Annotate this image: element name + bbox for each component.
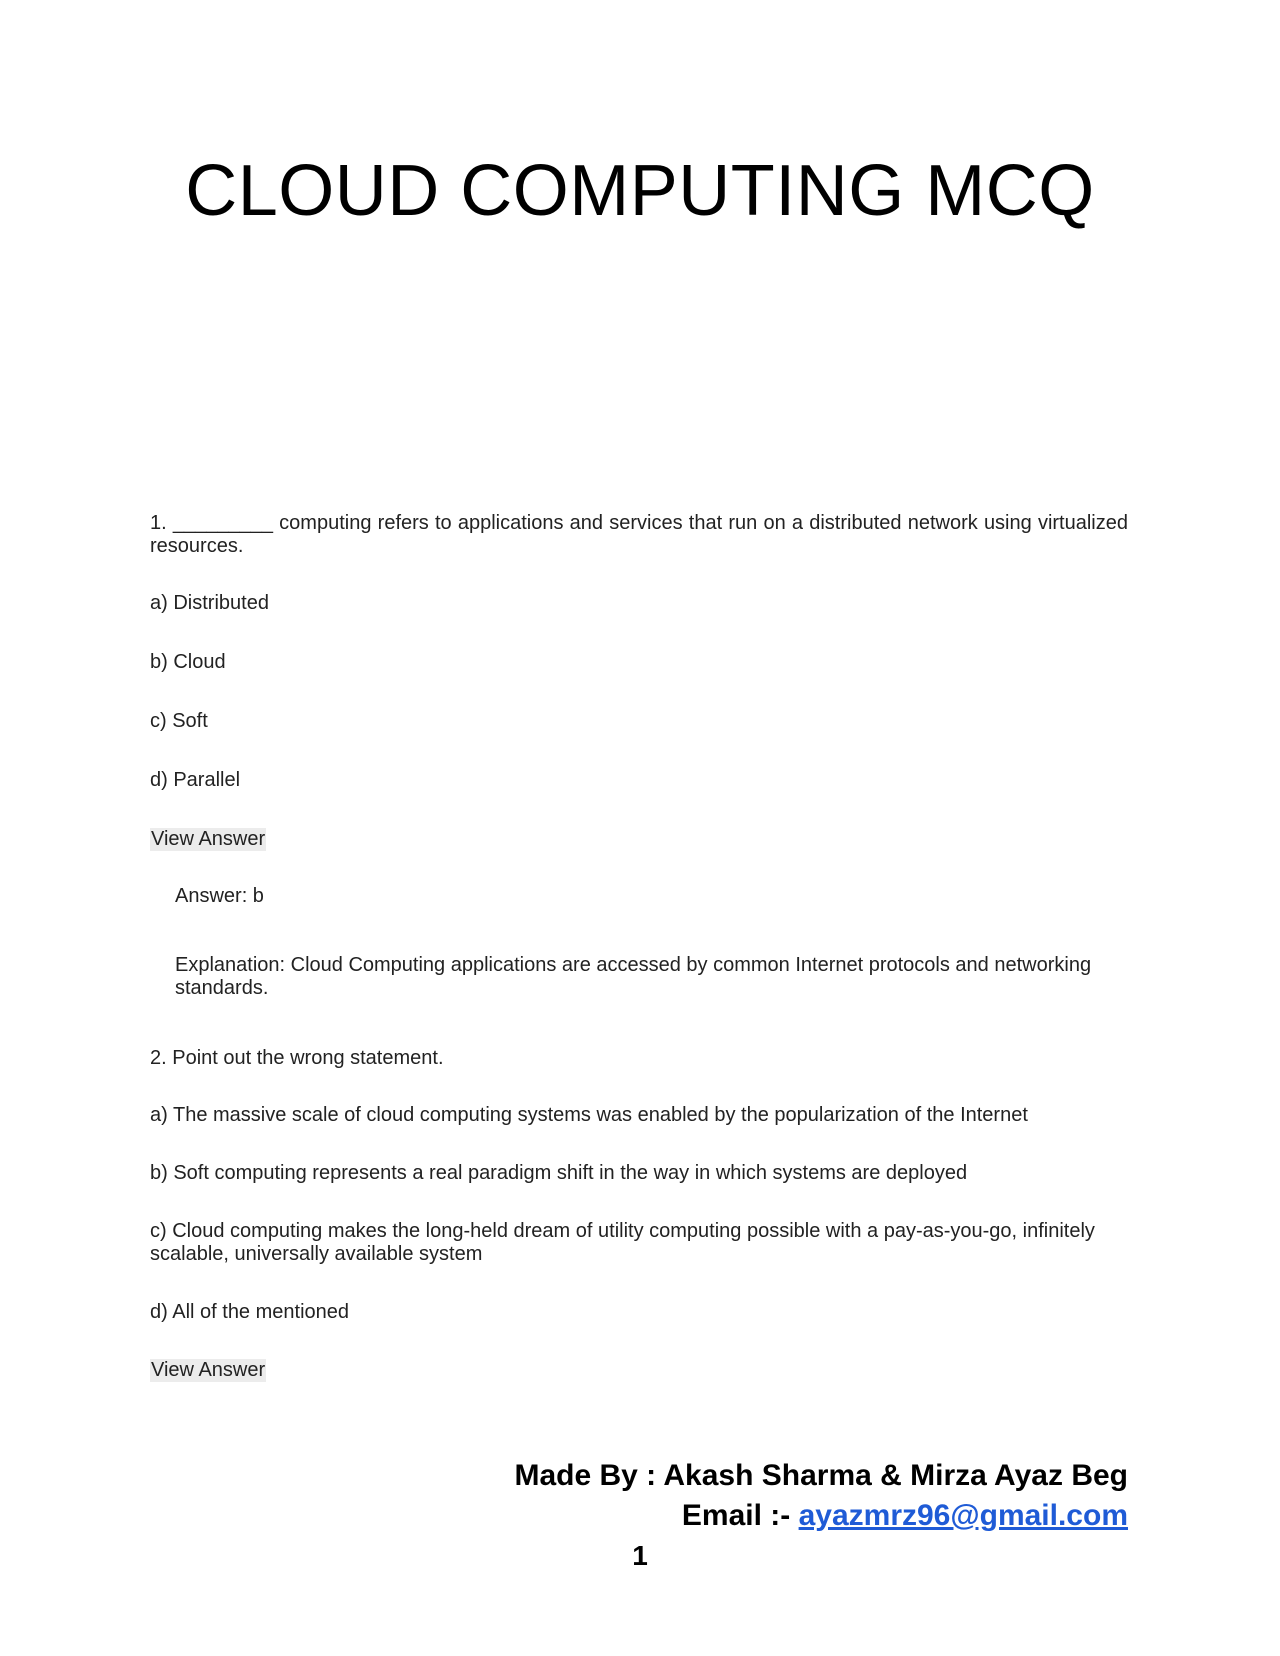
explanation-text: Explanation: Cloud Computing applications are accessed by common Internet protocols and networking standards. xyxy=(175,954,1092,999)
made-by-text: Made By : Akash Sharma & Mirza Ayaz Beg xyxy=(514,1459,1128,1492)
option-c: c) Soft xyxy=(150,710,208,732)
email-label: Email :- xyxy=(681,1499,799,1532)
mcq-content xyxy=(150,512,1128,1416)
option-a: a) Distributed xyxy=(150,592,269,614)
option-b: b) Soft computing represents a real paradigm shift in the way in which systems are deployed xyxy=(150,1162,968,1184)
footer-credits xyxy=(514,1456,1128,1536)
question-1 xyxy=(150,512,1128,1000)
option-c: c) Cloud computing makes the long-held dream of utility computing possible with a pay-as-you-go, infinitely scalable, universally available system xyxy=(150,1220,1095,1265)
answer-block xyxy=(150,885,1128,1000)
answer-text: Answer: b xyxy=(175,885,264,907)
email-link[interactable]: ayazmrz96@gmail.com xyxy=(798,1499,1128,1532)
email-line xyxy=(514,1496,1128,1536)
question-text: 2. Point out the wrong statement. xyxy=(150,1047,444,1069)
option-b: b) Cloud xyxy=(150,651,226,673)
view-answer-button[interactable]: View Answer xyxy=(151,1359,266,1381)
option-d: d) All of the mentioned xyxy=(150,1301,350,1323)
page-title: CLOUD COMPUTING MCQ xyxy=(185,151,1095,231)
question-2 xyxy=(150,1047,1128,1416)
option-d: d) Parallel xyxy=(150,769,241,791)
question-text: 1. _________ computing refers to applications and services that run on a distributed network using virtualized resources. xyxy=(150,512,1128,557)
view-answer-button[interactable]: View Answer xyxy=(151,828,266,850)
option-a: a) The massive scale of cloud computing systems was enabled by the popularization of the Internet xyxy=(150,1104,1028,1126)
page-number: 1 xyxy=(632,1540,648,1571)
